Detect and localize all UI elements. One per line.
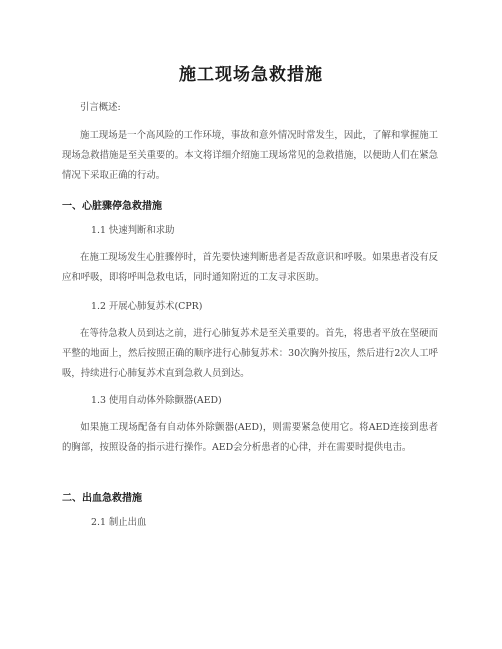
intro-paragraph: 施工现场是一个高风险的工作环境，事故和意外情况时常发生，因此，了解和掌握施工现场急救措施是至关重要的。本文将详细介绍施工现场常见的急救措施，以便助人们在紧急情况下采取正确的行动。	[62, 130, 438, 181]
section1-sub3-title: 1.3 使用自动体外除颤器(AED)	[91, 395, 222, 406]
section2-heading: 二、出血急救措施	[62, 493, 142, 504]
section1-sub1-paragraph: 在施工现场发生心脏骤停时，首先要快速判断患者是否敌意识和呼吸。如果患者没有反应和呼吸，即将呼叫急救电话，同时通知附近的工友寻求医助。	[62, 252, 438, 283]
section1-sub2-paragraph: 在等待急救人员到达之前，进行心肺复苏术是至关重要的。首先，将患者平放在坚硬而平整的地面上，然后按照正确的顺序进行心肺复苏术：30次胸外按压，然后进行2次人工呼吸，持续进行心肺复苏术直到急救人员到达。	[62, 328, 438, 379]
section1-sub1-title: 1.1 快速判断和求助	[91, 225, 175, 236]
section1-sub2-title: 1.2 开展心肺复苏术(CPR)	[91, 301, 203, 312]
section1-heading: 一、心脏骤停急救措施	[62, 201, 162, 212]
section2-sub1-title: 2.1 制止出血	[91, 517, 147, 528]
intro-label: 引言概述:	[80, 102, 121, 113]
section1-sub3-paragraph: 如果施工现场配备有自动体外除颤器(AED)，则需要紧急使用它。将AED连接到患者的胸部，按照设备的指示进行操作。AED会分析患者的心律，并在需要时提供电击。	[62, 422, 438, 453]
page-title: 施工现场急救措施	[179, 65, 323, 85]
